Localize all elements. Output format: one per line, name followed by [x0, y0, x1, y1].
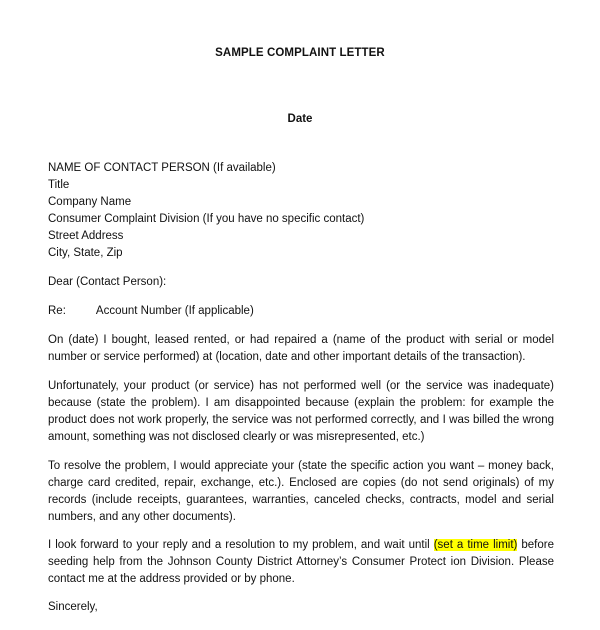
- letter-title: SAMPLE COMPLAINT LETTER: [215, 47, 385, 59]
- paragraph-problem-description: Unfortunately, your product (or service) has not performed well (or the service was inadequate) because (state the problem). I am disappointed because (explain the problem: for example the product does not work properly, the service was not performed correctly, and I was billed the wrong amount, something was not disclosed clearly or was misrepresented, etc.): [48, 380, 554, 443]
- division-line: Consumer Complaint Division (If you have no specific contact): [48, 213, 365, 225]
- company-name-line: Company Name: [48, 196, 132, 208]
- re-line: [48, 303, 554, 320]
- paragraph-follow-up-text-end: before seeding help from the Johnson County District Attorney’s Consumer Protect ion Division. Please contact me at the address provided or by phone.: [48, 539, 554, 585]
- city-state-zip-line: City, State, Zip: [48, 247, 123, 259]
- closing: Sincerely,: [48, 601, 98, 613]
- contact-title-line: Title: [48, 179, 70, 191]
- paragraph-purchase-details: On (date) I bought, leased rented, or had repaired a (name of the product with serial or model number or service performed) at (location, date and other important details of the transaction).: [48, 334, 554, 363]
- recipient-address-block: [48, 160, 554, 262]
- re-label: Re:: [48, 305, 66, 317]
- contact-person-line: NAME OF CONTACT PERSON (If available): [48, 162, 276, 174]
- letter-date: Date: [287, 113, 313, 125]
- salutation: Dear (Contact Person):: [48, 276, 167, 288]
- street-address-line: Street Address: [48, 230, 124, 242]
- paragraph-requested-resolution: To resolve the problem, I would appreciate your (state the specific action you want – money back, charge card credited, repair, exchange, etc.). Enclosed are copies (do not send originals) of my records (include receipts, guarantees, warranties, canceled checks, contracts, model and serial numbers, and any other documents).: [48, 460, 554, 523]
- re-value: Account Number (If applicable): [95, 305, 254, 317]
- paragraph-follow-up: [48, 537, 554, 588]
- paragraph-follow-up-text-start: I look forward to your reply and a resolution to my problem, and wait until: [48, 539, 434, 551]
- time-limit-highlight: (set a time limit): [433, 539, 518, 551]
